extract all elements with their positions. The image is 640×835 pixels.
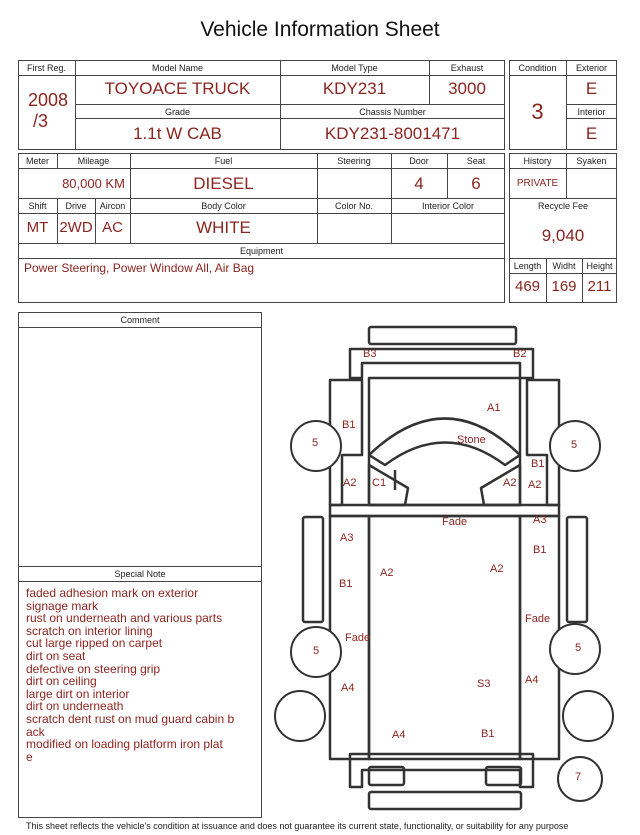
first-reg-month: /3 (32, 111, 48, 131)
diagram-label-b3: B3 (363, 348, 377, 360)
wheel-label-rear-right: 5 (575, 642, 582, 654)
body-color-value: WHITE (196, 218, 251, 237)
front-bumper-outline (369, 327, 516, 344)
seat-value: 6 (471, 174, 481, 193)
special-note-list (26, 587, 258, 763)
exterior-label: Exterior (575, 63, 607, 73)
special-note-line: modified on loading platform iron plat (26, 737, 223, 752)
diagram-label-a4-bottom: A4 (392, 729, 406, 741)
diagram-label-a4-right: A4 (525, 674, 539, 686)
grade-label: Grade (164, 107, 190, 117)
diagram-label-a2-bed-right: A2 (490, 563, 504, 575)
diagram-label-a2-right2: A2 (528, 479, 542, 491)
aircon-label: Aircon (99, 201, 126, 211)
steering-label: Steering (337, 156, 371, 166)
mileage-value: 80,000 KM (62, 176, 125, 191)
windshield-top (369, 419, 520, 456)
fuel-value: DIESEL (193, 174, 254, 193)
history-label: History (523, 156, 552, 166)
front-panel-outline (350, 349, 533, 378)
diagram-label-a2-left: A2 (343, 477, 357, 489)
condition-value: 3 (531, 99, 544, 124)
diagram-label-stone: Stone (457, 434, 486, 446)
diagram-label-c1: C1 (372, 477, 387, 489)
special-note-line: large dirt on interior (26, 686, 130, 701)
diagram-label-b1-cab: B1 (342, 419, 356, 431)
grade-value: 1.1t W CAB (133, 124, 222, 143)
special-note-line: dirt on ceiling (26, 674, 97, 689)
exhaust-value: 3000 (448, 79, 486, 98)
diagram-label-b1-right: B1 (531, 458, 545, 470)
diagram-label-a4-left: A4 (341, 682, 355, 694)
interior-value: E (585, 124, 598, 143)
special-note-line: faded adhesion mark on exterior (26, 586, 199, 600)
diagram-label-fade-right: Fade (525, 613, 551, 625)
first-reg-label: First Reg. (26, 63, 66, 73)
recycle-label: Recycle Fee (537, 201, 589, 211)
diagram-label-b2: B2 (513, 348, 527, 360)
exhaust-label: Exhaust (450, 63, 484, 73)
aircon-value: AC (102, 219, 123, 236)
comment-label: Comment (120, 315, 160, 325)
diagram-label-b1-right2: B1 (533, 544, 547, 556)
height-label: Height (586, 261, 613, 271)
special-note-line: signage mark (26, 598, 99, 613)
width-label: Widht (552, 261, 576, 271)
seat-label: Seat (466, 156, 486, 166)
left-skirt-front (303, 517, 323, 622)
diagram-label-fade-top: Fade (442, 516, 468, 528)
history-value: PRIVATE (516, 178, 559, 189)
diagram-label-s3: S3 (477, 678, 491, 690)
special-note-line: dirt on underneath (26, 699, 124, 714)
special-note-line: scratch dent rust on mud guard cabin b (26, 711, 235, 726)
model-type-label: Model Type (331, 63, 378, 73)
meter-label: Meter (25, 156, 49, 166)
special-note-line: defective on steering grip (26, 661, 161, 676)
length-label: Length (513, 261, 542, 271)
equipment-label: Equipment (239, 246, 284, 256)
interior-label: Interior (577, 107, 606, 117)
model-type-value: KDY231 (322, 79, 387, 98)
diagram-label-a2-bed-left: A2 (380, 567, 394, 579)
diagram-label-a1: A1 (487, 402, 501, 414)
shift-label: Shift (28, 201, 47, 211)
diagram-label-a3-right: A3 (533, 514, 547, 526)
diagram-label-b1-bottom: B1 (481, 728, 495, 740)
wheel-label-spare: 7 (575, 771, 582, 783)
shift-value: MT (26, 219, 49, 236)
chassis-label: Chassis Number (359, 107, 426, 117)
door-label: Door (409, 156, 429, 166)
page-title: Vehicle Information Sheet (200, 18, 440, 41)
wheel-rear-right-2 (563, 691, 613, 741)
special-note-line: e (26, 749, 33, 764)
special-note-line: dirt on seat (26, 648, 86, 663)
model-name-label: Model Name (151, 63, 204, 73)
exterior-value: E (585, 79, 598, 98)
condition-label: Condition (518, 63, 557, 73)
special-note-line: cut large ripped on carpet (26, 636, 163, 651)
diagram-label-a2-right: A2 (503, 477, 517, 489)
syaken-label: Syaken (576, 156, 607, 166)
body-color-label: Body Color (201, 201, 246, 211)
chassis-value: KDY231-8001471 (324, 124, 461, 143)
fuel-label: Fuel (214, 156, 233, 166)
model-name-value: TOYOACE TRUCK (104, 79, 251, 98)
special-note-line: ack (26, 724, 45, 739)
diagram-label-fade-left: Fade (345, 632, 371, 644)
wheel-label-rear-left: 5 (313, 645, 320, 657)
drive-label: Drive (65, 201, 87, 211)
drive-value: 2WD (59, 219, 93, 236)
door-value: 4 (414, 174, 424, 193)
special-note-label: Special Note (114, 569, 166, 579)
bed-floor (369, 516, 520, 759)
interior-color-label: Interior Color (421, 201, 475, 211)
diagram-label-a3-left: A3 (340, 532, 354, 544)
width-value: 169 (551, 278, 577, 295)
height-value: 211 (587, 278, 612, 295)
bed-front-rail (330, 505, 559, 516)
right-skirt-front (567, 517, 587, 622)
first-reg-year: 2008 (27, 90, 69, 110)
color-no-label: Color No. (334, 201, 373, 211)
mileage-label: Mileage (77, 156, 110, 166)
truck-damage-diagram (270, 320, 630, 818)
wheel-rear-left-2 (275, 691, 325, 741)
rear-bumper-outline (369, 792, 521, 809)
footer-disclaimer: This sheet reflects the vehicle's condition at issuance and does not guarantee its current state, functionality, or suitability for any purpose (26, 821, 569, 831)
equipment-value: Power Steering, Power Window All, Air Bag (24, 261, 255, 275)
special-note-line: scratch on interior lining (26, 623, 153, 638)
wheel-label-front-right: 5 (571, 439, 578, 451)
length-value: 469 (514, 278, 541, 295)
windshield-bottom (369, 443, 520, 466)
wheel-label-front-left: 5 (312, 437, 319, 449)
recycle-value: 9,040 (541, 226, 585, 245)
special-note-line: rust on underneath and various parts (26, 611, 223, 626)
diagram-label-b1-left2: B1 (339, 578, 353, 590)
